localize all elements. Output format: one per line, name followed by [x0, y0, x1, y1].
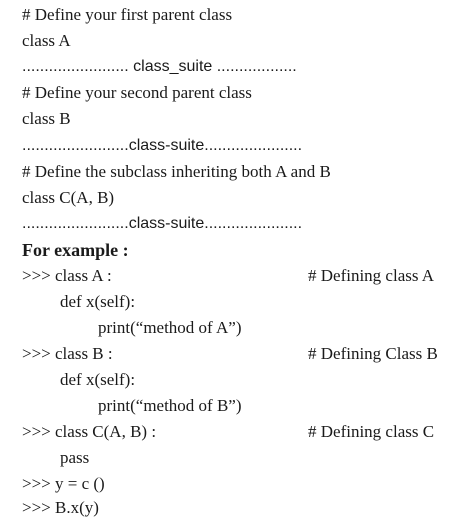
- code-text: class A: [22, 31, 71, 50]
- comment-text: # Define your second parent class: [22, 83, 252, 102]
- code-text: >>> B.x(y): [22, 498, 99, 517]
- code-text: pass: [60, 448, 90, 467]
- code-text: >>> class A :: [22, 266, 112, 285]
- code-text: >>> class C(A, B) :: [22, 422, 157, 441]
- heading-text: For example :: [22, 240, 129, 260]
- code-text: ........................ class_suite ..................: [22, 58, 297, 75]
- code-text: ........................class-suite......................: [22, 215, 303, 232]
- code-text: class C(A, B): [22, 188, 115, 207]
- code-text: >>> y = c (): [22, 474, 105, 493]
- code-text: print(“method of B”): [98, 396, 242, 415]
- code-text: def x(self):: [60, 370, 136, 389]
- comment-text: # Define your first parent class: [22, 5, 233, 24]
- comment-text: # Defining Class B: [308, 344, 438, 363]
- comment-text: # Defining class C: [308, 422, 435, 441]
- code-text: def x(self):: [60, 292, 136, 311]
- comment-text: # Define the subclass inheriting both A and B: [22, 162, 331, 181]
- comment-text: # Defining class A: [308, 266, 435, 285]
- code-text: print(“method of A”): [98, 318, 242, 337]
- code-text: class B: [22, 109, 71, 128]
- code-text: >>> class B :: [22, 344, 113, 363]
- code-text: ........................class-suite......................: [22, 137, 303, 154]
